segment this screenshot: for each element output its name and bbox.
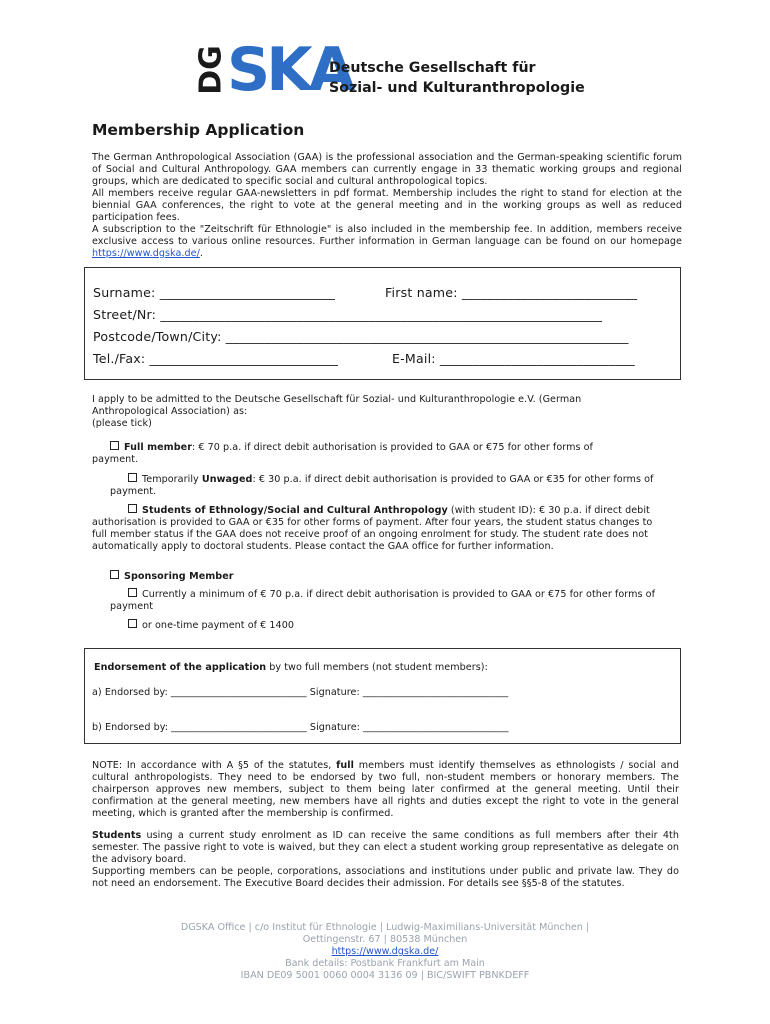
- intro-paragraph-2: All members receive regular GAA-newsletters in pdf format. Membership includes the right to stand for election at the biennial GAA conferences, the right to vote at the general meeting and in the working groups as well as reduced participation fees.: [92, 188, 682, 223]
- students-label: Students of Ethnology/Social and Cultural Anthropology: [142, 505, 448, 516]
- apply-statement: [92, 394, 652, 430]
- endorsement-heading: [94, 662, 488, 674]
- students-note-label: Students: [92, 830, 142, 841]
- tel-field[interactable]: Tel./Fax: _____________________________: [93, 351, 338, 366]
- endorsement-label: Endorsement of the application: [94, 662, 267, 673]
- option-sponsoring-minimum: [110, 588, 662, 613]
- page-title: Membership Application: [92, 121, 305, 139]
- sponsoring-minimum-text: Currently a minimum of € 70 p.a. if direct debit authorisation is provided to GAA or €75 for other forms of payment: [110, 589, 655, 612]
- logo-dg-mark: [194, 44, 228, 96]
- checkbox-full-member[interactable]: [110, 441, 119, 450]
- footer: [0, 922, 770, 982]
- students-note: [92, 830, 679, 890]
- endorser-b-field[interactable]: b) Endorsed by: ____________________________ Signature: ______________________________: [92, 722, 509, 733]
- street-field[interactable]: Street/Nr: ____________________________________________________________________: [93, 307, 603, 322]
- surname-field[interactable]: Surname: ___________________________: [93, 285, 336, 300]
- endorsement-text: by two full members (not student members):: [266, 662, 488, 673]
- option-full-member: [92, 441, 637, 466]
- full-member-label: Full member: [124, 442, 192, 453]
- apply-text: I apply to be admitted to the Deutsche Gesellschaft für Sozial- und Kulturanthropologie e.V. (German Anthropological Association) as:: [92, 394, 582, 417]
- logo-line-2: Sozial- und Kulturanthropologie: [329, 80, 585, 96]
- footer-line-3: Bank details: Postbank Frankfurt am Main: [285, 958, 485, 969]
- unwaged-label: Unwaged: [201, 474, 253, 485]
- logo-dg-text: DG: [194, 45, 228, 95]
- footer-link[interactable]: https://www.dgska.de/: [331, 946, 439, 957]
- option-sponsoring: [110, 570, 670, 583]
- postcode-field[interactable]: Postcode/Town/City: ______________________________________________________________: [93, 329, 629, 344]
- apply-tick-hint: (please tick): [92, 418, 152, 429]
- logo-line-1: Deutsche Gesellschaft für: [329, 60, 536, 76]
- students-note-paragraph: [92, 830, 679, 866]
- homepage-link[interactable]: https://www.dgska.de/: [92, 248, 200, 259]
- firstname-field[interactable]: First name: ___________________________: [385, 285, 638, 300]
- note-full: full: [336, 760, 354, 771]
- endorser-a-field[interactable]: a) Endorsed by: ____________________________ Signature: ______________________________: [92, 687, 509, 698]
- unwaged-pre: Temporarily: [142, 474, 202, 485]
- footer-line-4: IBAN DE09 5001 0060 0004 3136 09 | BIC/SWIFT PBNKDEFF: [240, 970, 530, 981]
- sponsoring-onetime-text: or one-time payment of € 1400: [142, 620, 295, 631]
- intro-text: [92, 152, 682, 260]
- option-sponsoring-onetime: [128, 619, 528, 632]
- intro-paragraph-1: The German Anthropological Association (GAA) is the professional association and the German-speaking scientific forum of Social and Cultural Anthropology. GAA members can currently engage in 33 thematic working groups and regional groups, which are dedicated to specific social and cultural anthropological topics.: [92, 152, 682, 187]
- supporting-note: Supporting members can be people, corporations, associations and institutions under public and private law. They do not need an endorsement. The Executive Board decides their admission. For details see §§5-8 of the statutes.: [92, 866, 679, 889]
- checkbox-sponsoring-onetime[interactable]: [128, 619, 137, 628]
- checkbox-sponsoring-minimum[interactable]: [128, 588, 137, 597]
- footer-line-1: DGSKA Office | c/o Institut für Ethnologie | Ludwig-Maximilians-Universität München |: [180, 922, 590, 933]
- logo-ska-mark: SKA: [227, 35, 352, 105]
- full-member-text: : € 70 p.a. if direct debit authorisation is provided to GAA or €75 for other forms of payment.: [92, 442, 593, 465]
- students-text: (with student ID): € 30 p.a. if direct debit authorisation is provided to GAA or €35 for other forms of payment. After four years, the student status changes to full member status if the GAA does not receive proof of an ongoing enrolment for study. The student rate does not automatically apply to doctoral students. Please contact the GAA office for further information.: [92, 505, 653, 552]
- unwaged-text: : € 30 p.a. if direct debit authorisation is provided to GAA or €35 for other forms of payment.: [110, 474, 654, 497]
- checkbox-students[interactable]: [128, 504, 137, 513]
- note-text: [92, 760, 679, 820]
- intro-paragraph-3: [92, 224, 682, 260]
- students-note-text: using a current study enrolment as ID can receive the same conditions as full members after their 4th semester. The passive right to vote is waived, but they can elect a student working group representative as delegate on the advisory board.: [92, 830, 679, 865]
- option-unwaged: [110, 473, 656, 498]
- intro-paragraph-3-text: A subscription to the "Zeitschrift für Ethnologie" is also included in the membership fee. In addition, members receive exclusive access to various online resources. Further information in German language can be found on our homepage: [92, 224, 682, 247]
- logo-wordmark: [329, 58, 585, 98]
- option-students: [92, 504, 670, 553]
- endorsement-box: [84, 648, 681, 744]
- personal-data-box: [84, 267, 681, 380]
- checkbox-sponsoring[interactable]: [110, 570, 119, 579]
- sponsoring-label: Sponsoring Member: [124, 571, 234, 582]
- intro-paragraph-3-end: .: [199, 248, 203, 259]
- checkbox-unwaged[interactable]: [128, 473, 137, 482]
- email-field[interactable]: E-Mail: ______________________________: [392, 351, 635, 366]
- note-post: members must identify themselves as ethnologists / social and cultural anthropologists. They need to be endorsed by two full, non-student members or honorary members. The chairperson approves new members, subject to them being later confirmed at the general meeting. Until their confirmation at the general meeting, new members have all rights and duties except the right to vote in the general meeting, which is granted after the membership is confirmed.: [92, 760, 679, 819]
- footer-line-2: Oettingenstr. 67 | 80538 München: [302, 934, 468, 945]
- note-pre: NOTE: In accordance with A §5 of the statutes,: [92, 760, 337, 771]
